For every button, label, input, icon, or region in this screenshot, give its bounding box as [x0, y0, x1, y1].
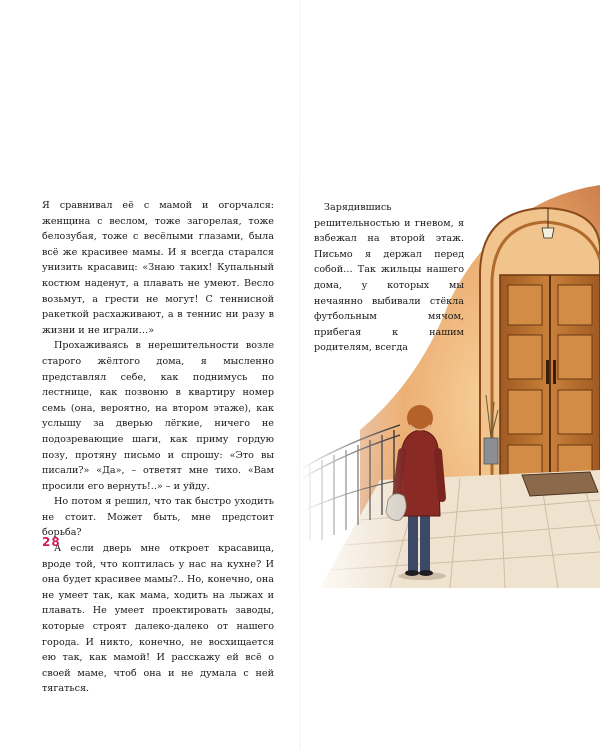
paragraph-3: Но потом я решил, что так быстро уходить не стоит. Может быть, мне предстоит борьба? — [42, 496, 274, 539]
page-number: 28 — [42, 535, 61, 549]
right-paragraph: Зарядившись решительностью и гневом, я взбежал на второй этаж. Письмо я держал перед собой… Так жильцы нашего дома, у которых мы нечаянно выбивали стёкла футбольным мячом, прибегая к нашим родителям, всегда — [314, 202, 464, 354]
right-text — [314, 200, 464, 356]
paragraph-4: А если дверь мне откроет красавица, вроде той, что коптилась у нас на кухне? И она будет красивее мамы?.. Но, конечно, она не умеет так, как мама, ходить на лыжах и плавать. Не умеет проектировать заводы, которые строят далеко-далеко от нашего города. И никто, конечно, не восхищается ею так, как мамой! И расскажу ей всё о своей маме, чтоб она и не думала с ней тягаться. — [42, 543, 274, 695]
paragraph-1: Я сравнивал её с мамой и огорчался: женщина с веслом, тоже загорелая, тоже белозубая, тоже с весёлыми глазами, была всё же красивее мамы. И я всегда старался унизить красавиц: «Знаю таких! Купальный костюм наденут, а плавать не умеют. Весло возьмут, а грести не могут! С теннисной ракеткой расхаживают, а в теннис ни разу в жизни и не играли…» — [42, 200, 274, 336]
right-page — [300, 0, 600, 750]
paragraph-2: Прохаживаясь в нерешительности возле старого жёлтого дома, я мысленно представлял себе, как поднимусь по лестнице, как позвоню в квартиру номер семь (она, вероятно, на втором этаже), как услышу за дверью лёгкие, ничего не подозревающие шаги, как приму гордую позу, протяну письмо и спрошу: «Это вы писали?» «Да», – ответят мне тихо. «Вам просили его вернуть!..» – и уйду. — [42, 340, 274, 492]
left-text-column — [42, 198, 274, 697]
